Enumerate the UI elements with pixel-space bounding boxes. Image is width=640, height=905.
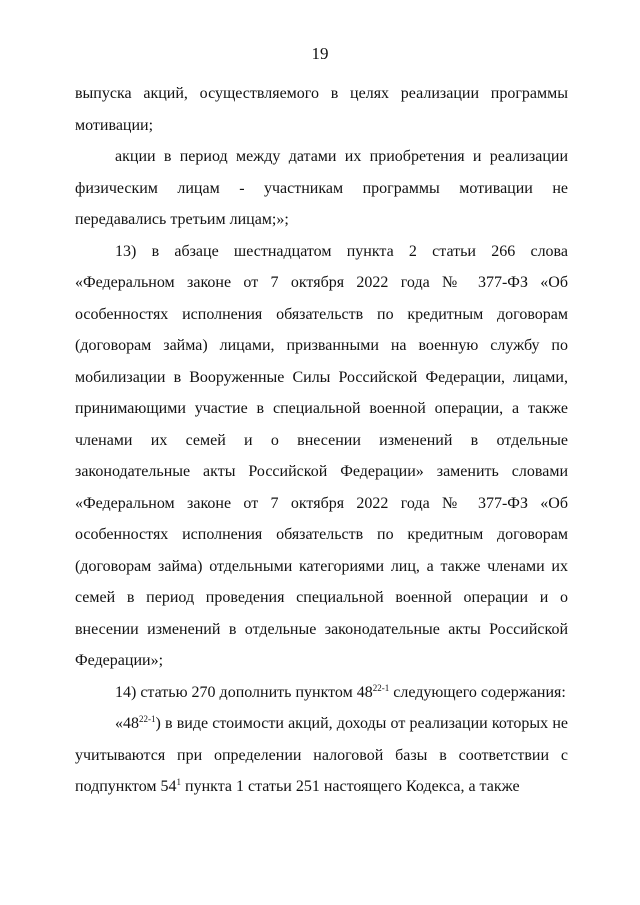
superscript: 22-1 [139,714,156,724]
text-run: «48 [115,715,139,732]
page-number: 19 [311,44,329,63]
document-body [75,78,568,803]
text-run: пункта 1 статьи 251 настоящего Кодекса, а также [181,778,520,795]
text-run: 14) статью 270 дополнить пунктом 48 [115,683,373,701]
text-run: следующего содержания: [389,683,566,701]
paragraph [75,677,568,709]
paragraph: акции в период между датами их приобретения и реализации физическим лицам - участникам программы мотивации не передавались третьим лицам;»; [75,148,568,228]
text-run: ) в виде стоимости акций, доходы от реализации которых не учитываются при определении налоговой базы в соответствии с подпунктом 54 [75,715,568,795]
paragraph: 13) в абзаце шестнадцатом пункта 2 статьи 266 слова «Федеральном законе от 7 октября 2022 года № 377-ФЗ «Об особенностях исполнения обязательств по кредитным договорам (договорам займа) лицами, призванными на военную службу по мобилизации в Вооруженные Силы Российской Федерации, лицами, принимающими участие в специальной военной операции, а также членами их семей и о внесении изменений в отдельные законодательные акты Российской Федерации» заменить словами «Федеральном законе от 7 октября 2022 года № 377-ФЗ «Об особенностях исполнения обязательств по кредитным договорам (договорам займа) отдельными категориями лиц, а также членами их семей в период проведения специальной военной операции и о внесении изменений в отдельные законодательные акты Российской Федерации»; [75,242,568,669]
paragraph: выпуска акций, осуществляемого в целях реализации программы мотивации; [75,85,568,134]
superscript: 1 [176,777,182,787]
superscript: 22-1 [372,682,390,693]
paragraph [75,708,568,803]
